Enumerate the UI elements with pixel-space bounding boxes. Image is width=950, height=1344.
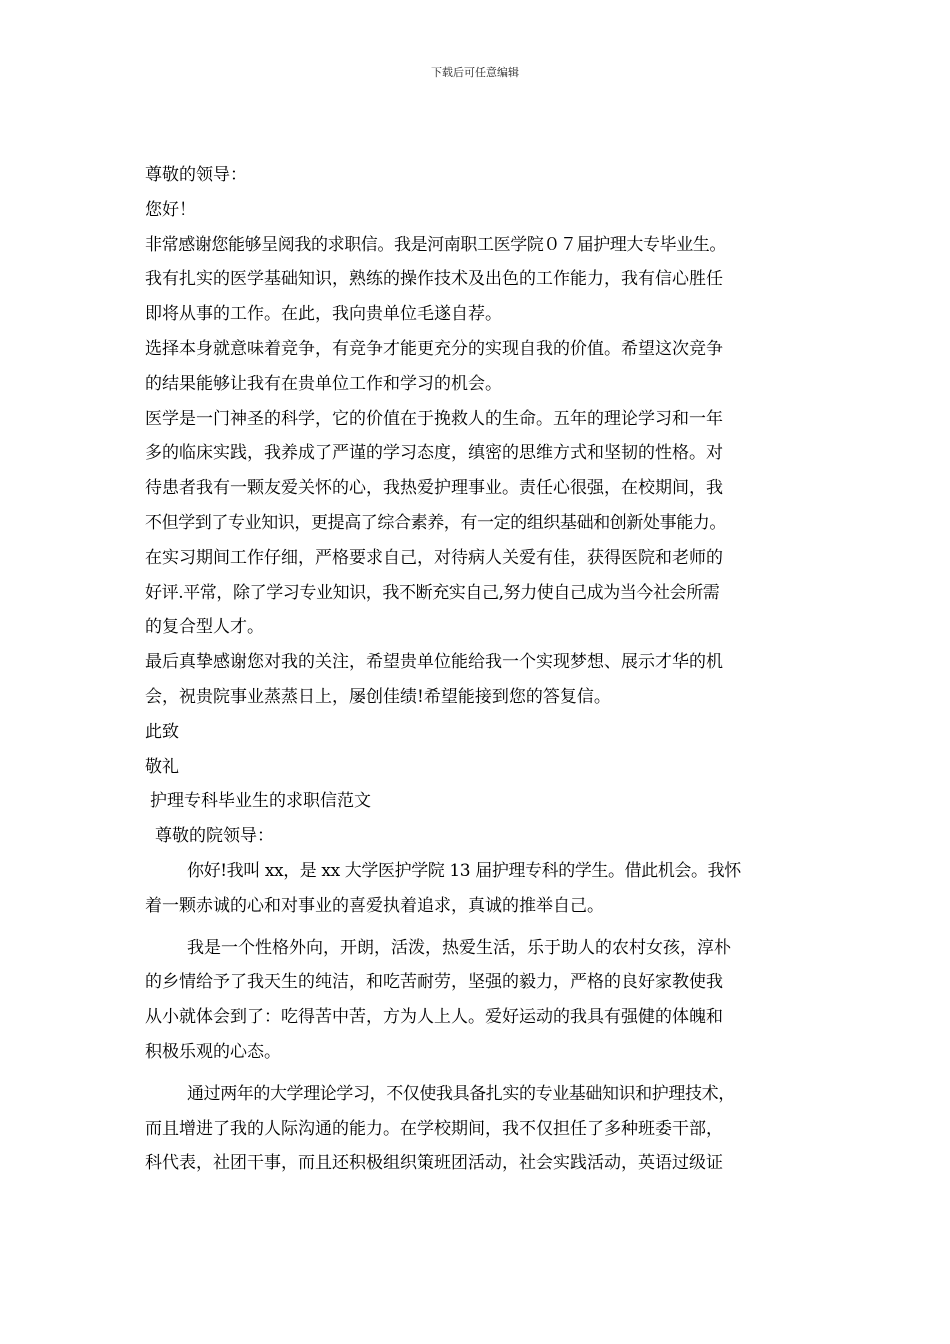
text-line: 医学是一门神圣的科学，它的价值在于挽救人的生命。五年的理论学习和一年 [145, 408, 723, 429]
text-line: 即将从事的工作。在此，我向贵单位毛遂自荐。 [145, 304, 502, 325]
text-line: 我是一个性格外向，开朗，活泼，热爱生活，乐于助人的农村女孩，淳朴 [187, 937, 731, 958]
text-line: 在实习期间工作仔细，严格要求自己，对待病人关爱有佳，获得医院和老师的 [145, 547, 723, 568]
text-line: 不但学到了专业知识，更提高了综合素养，有一定的组织基础和创新处事能力。 [145, 512, 726, 533]
text-line: 而且增进了我的人际沟通的能力。在学校期间，我不仅担任了多种班委干部， [145, 1118, 723, 1139]
text-line: 科代表，社团干事，而且还积极组织策班团活动，社会实践活动，英语过级证 [145, 1153, 723, 1174]
text-line: 你好!我叫 xx，是 xx 大学医护学院 13 届护理专科的学生。借此机会。我怀 [187, 860, 741, 881]
section-title: 护理专科毕业生的求职信范文 [150, 791, 371, 812]
text-line: 多的临床实践，我养成了严谨的学习态度，缜密的思维方式和坚韧的性格。对 [145, 443, 723, 464]
text-line: 的乡情给予了我天生的纯洁，和吃苦耐劳，坚强的毅力，严格的良好家教使我 [145, 972, 723, 993]
text-line: 好评.平常，除了学习专业知识，我不断充实自己,努力使自己成为当今社会所需 [145, 582, 720, 603]
text-line: 会，祝贵院事业蒸蒸日上，屡创佳绩!希望能接到您的答复信。 [145, 686, 611, 707]
text-line: 着一颗赤诚的心和对事业的喜爱执着追求，真诚的推举自己。 [145, 895, 604, 916]
closing-line: 此致 [145, 721, 179, 742]
text-line: 的复合型人才。 [145, 617, 264, 638]
page-header: 下载后可任意编辑 [431, 66, 519, 79]
text-line: 通过两年的大学理论学习，不仅使我具备扎实的专业基础知识和护理技术， [187, 1083, 735, 1104]
letter-body [145, 158, 825, 1181]
closing-line: 敬礼 [145, 756, 179, 777]
text-line: 积极乐观的心态。 [145, 1041, 281, 1062]
salutation: 尊敬的院领导： [155, 826, 274, 847]
salutation: 尊敬的领导： [145, 165, 247, 185]
text-line: 待患者我有一颗友爱关怀的心，我热爱护理事业。责任心很强，在校期间，我 [145, 478, 723, 499]
text-line: 选择本身就意味着竞争，有竞争才能更充分的实现自我的价值。希望这次竞争 [145, 338, 723, 359]
text-line: 从小就体会到了：吃得苦中苦，方为人上人。爱好运动的我具有强健的体魄和 [145, 1007, 723, 1028]
text-line: 我有扎实的医学基础知识，熟练的操作技术及出色的工作能力，我有信心胜任 [145, 269, 723, 290]
text-line: 的结果能够让我有在贵单位工作和学习的机会。 [145, 373, 502, 394]
text-line: 非常感谢您能够呈阅我的求职信。我是河南职工医学院０７届护理大专毕业生。 [145, 234, 726, 255]
greeting: 您好！ [145, 199, 196, 220]
text-line: 最后真挚感谢您对我的关注，希望贵单位能给我一个实现梦想、展示才华的机 [145, 652, 723, 673]
